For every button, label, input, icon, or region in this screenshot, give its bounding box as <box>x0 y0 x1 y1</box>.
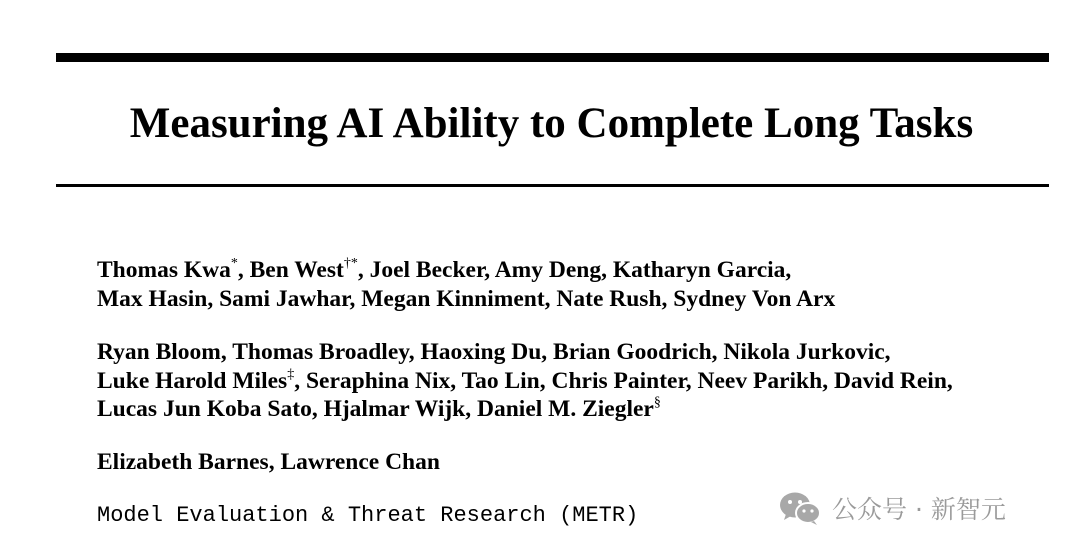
author-separator: , <box>237 257 250 283</box>
author-separator: , <box>711 339 724 365</box>
author-separator: , <box>685 367 698 394</box>
author-line <box>97 367 953 396</box>
author-name: Katharyn Garcia <box>612 257 786 283</box>
author-group <box>97 448 953 477</box>
author-separator: , <box>946 367 953 394</box>
author-name: Ryan Bloom <box>97 339 221 365</box>
author-separator: , <box>220 339 233 365</box>
author-name: Lawrence Chan <box>280 448 440 475</box>
author-group <box>97 256 953 313</box>
author-name: Haoxing Du <box>420 339 542 365</box>
author-separator: , <box>661 285 674 312</box>
author-separator: , <box>294 367 306 394</box>
author-separator: , <box>601 257 613 283</box>
affiliation-mark: § <box>653 395 661 410</box>
affiliation-mark: ‡ <box>287 366 295 382</box>
author-separator: , <box>884 339 891 365</box>
watermark-text: 公众号 · 新智元 <box>832 495 1006 524</box>
author-name: Nikola Jurkovic <box>723 339 885 365</box>
author-name: Amy Deng <box>494 257 602 283</box>
author-name: David Rein <box>833 367 947 394</box>
author-separator: , <box>349 285 362 312</box>
author-line <box>97 448 953 477</box>
author-name: Joel Becker <box>369 257 485 283</box>
author-separator: , <box>484 257 495 283</box>
author-name: Chris Painter <box>551 367 686 394</box>
author-name: Brian Goodrich <box>553 339 712 365</box>
author-name: Hjalmar Wijk <box>323 396 466 422</box>
author-separator: , <box>268 448 281 475</box>
author-separator: , <box>311 396 324 422</box>
author-separator: , <box>450 367 462 394</box>
author-separator: , <box>539 367 552 394</box>
wechat-icon <box>778 490 822 526</box>
author-separator: , <box>465 396 477 422</box>
author-separator: , <box>408 339 421 365</box>
author-name: Luke Harold Miles <box>97 367 288 394</box>
author-name: Nate Rush <box>556 285 662 312</box>
author-separator: , <box>357 257 370 283</box>
author-line <box>97 256 953 285</box>
author-name: Thomas Broadley <box>232 339 409 365</box>
author-name: Elizabeth Barnes <box>97 448 269 475</box>
author-name: Seraphina Nix <box>305 367 451 394</box>
author-name: Ben West <box>249 257 344 283</box>
paper-title: Measuring AI Ability to Complete Long Tasks <box>129 100 974 147</box>
author-name: Max Hasin <box>97 285 208 312</box>
author-name: Lucas Jun Koba Sato <box>97 396 312 422</box>
author-separator: , <box>541 339 554 365</box>
author-line <box>97 338 953 367</box>
author-separator: , <box>544 285 557 312</box>
author-name: Daniel M. Ziegler <box>477 396 654 422</box>
author-name: Megan Kinniment <box>361 285 545 312</box>
author-separator: , <box>785 257 792 283</box>
author-name: Sydney Von Arx <box>673 285 836 312</box>
affiliation: Model Evaluation & Threat Research (METR) <box>97 503 639 528</box>
affiliation-mark: * <box>230 256 238 271</box>
author-list <box>97 256 953 501</box>
author-group <box>97 338 953 424</box>
affiliation-mark: †* <box>343 256 358 271</box>
title-top-rule <box>56 53 1049 62</box>
author-separator: , <box>207 285 220 312</box>
author-line <box>97 285 953 314</box>
watermark <box>778 490 1006 526</box>
title-bottom-rule <box>56 184 1049 187</box>
author-separator: , <box>822 367 834 394</box>
author-name: Tao Lin <box>461 367 540 394</box>
author-name: Sami Jawhar <box>219 285 350 312</box>
author-name: Thomas Kwa <box>97 257 231 283</box>
author-name: Neev Parikh <box>697 367 823 394</box>
author-line <box>97 395 953 424</box>
